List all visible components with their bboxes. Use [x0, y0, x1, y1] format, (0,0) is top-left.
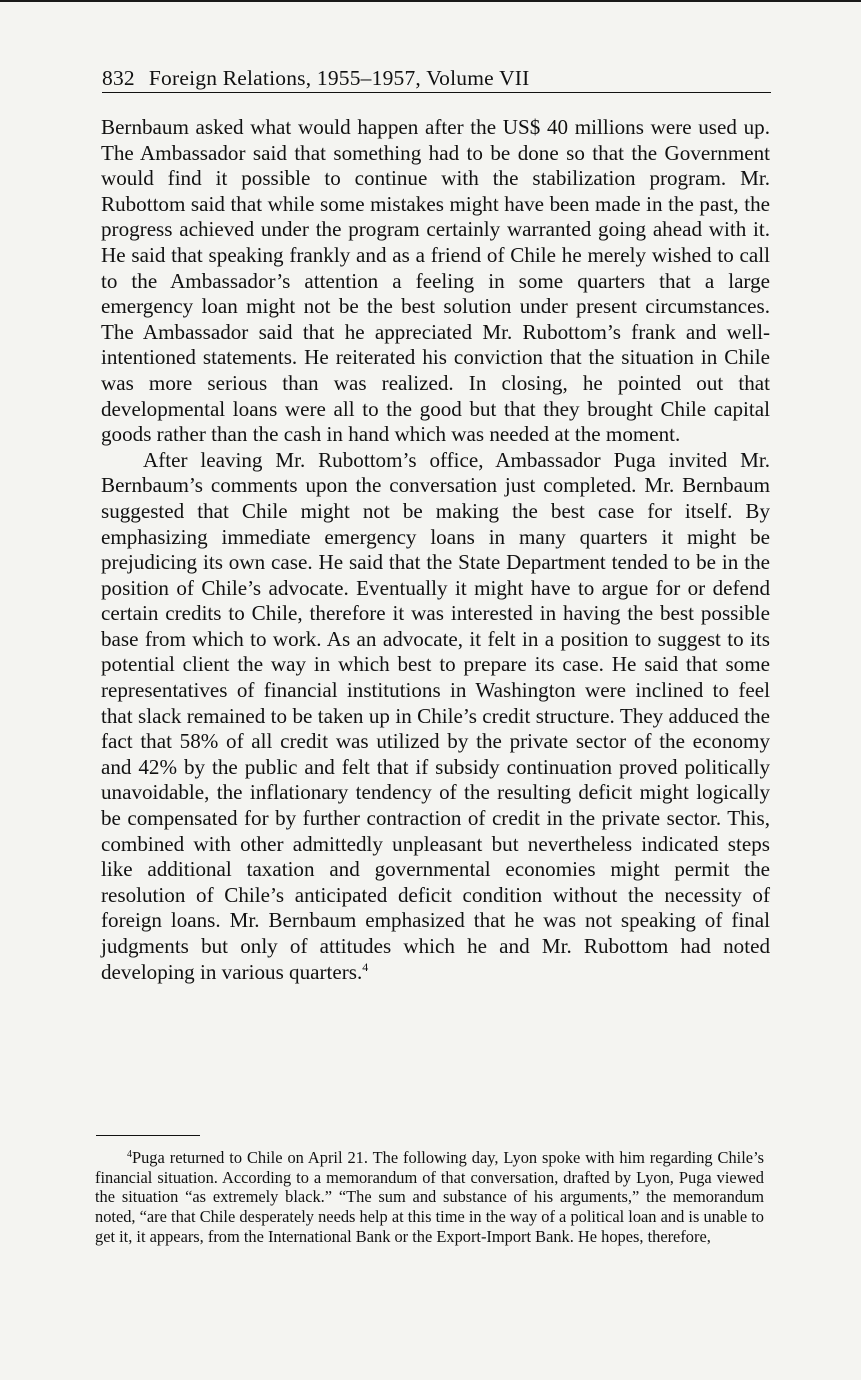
footnote-separator — [96, 1135, 200, 1136]
footnote-text: Puga returned to Chile on April 21. The following day, Lyon spoke with him regarding Chile’s financial situation. According to a memorandum of that conversation, drafted by Lyon, Puga viewed the situation “as extremely black.” “The sum and substance of his arguments,” the memorandum noted, “are that Chile desperately needs help at this time in the way of a political loan and is unable to get it, it appears, from the International Bank or the Export-Import Bank. He hopes, therefore, — [95, 1148, 764, 1246]
page-top-edge-rule — [0, 0, 861, 2]
main-text — [101, 115, 770, 985]
footnote-reference[interactable]: 4 — [362, 959, 369, 974]
footnote-marker: 4 — [127, 1149, 132, 1160]
paragraph-after-leaving — [101, 448, 770, 985]
running-header — [102, 64, 771, 93]
page-number: 832 — [102, 66, 135, 90]
paragraph-continued: Bernbaum asked what would happen after the US$ 40 millions were used up. The Ambassador said that something had to be done so that the Government would find it possible to continue with the stabilization program. Mr. Rubottom said that while some mistakes might have been made in the past, the progress achieved under the program certainly warranted going ahead with it. He said that speaking frankly and as a friend of Chile he merely wished to call to the Ambassador’s attention a feeling in some quarters that a large emergency loan might not be the best solution under present circumstances. The Ambassador said that he appreciated Mr. Rubottom’s frank and well-intentioned statements. He reiterated his conviction that the situation in Chile was more serious than was realized. In closing, he pointed out that developmental loans were all to the good but that they brought Chile capital goods rather than the cash in hand which was needed at the moment. — [101, 115, 770, 447]
publication-title: Foreign Relations, 1955–1957, Volume VII — [148, 66, 530, 90]
footnote-4 — [95, 1148, 764, 1247]
paragraph-text: After leaving Mr. Rubottom’s office, Ambassador Puga invited Mr. Bernbaum’s comments upon the conversation just completed. Mr. Bernbaum suggested that Chile might not be making the best case for itself. By emphasizing immediate emergency loans in many quarters it might be prejudicing its own case. He said that the State Department tended to be in the position of Chile’s advocate. Eventually it might have to argue for or defend certain credits to Chile, therefore it was interested in having the best possible base from which to work. As an advocate, it felt in a position to suggest to its potential client the way in which best to prepare its case. He said that some representatives of financial institutions in Washington were inclined to feel that slack remained to be taken up in Chile’s credit structure. They adduced the fact that 58% of all credit was utilized by the private sector of the economy and 42% by the public and felt that if subsidy continuation proved politically unavoidable, the inflationary tendency of the resulting deficit might logically be compensated for by further contraction of credit in the private sector. This, combined with other admittedly unpleasant but nevertheless indicated steps like additional taxation and governmental economies might permit the resolution of Chile’s anticipated deficit condition without the necessity of foreign loans. Mr. Bernbaum emphasized that he was not speaking of final judgments but only of attitudes which he and Mr. Rubottom had noted developing in various quarters. — [101, 447, 770, 984]
